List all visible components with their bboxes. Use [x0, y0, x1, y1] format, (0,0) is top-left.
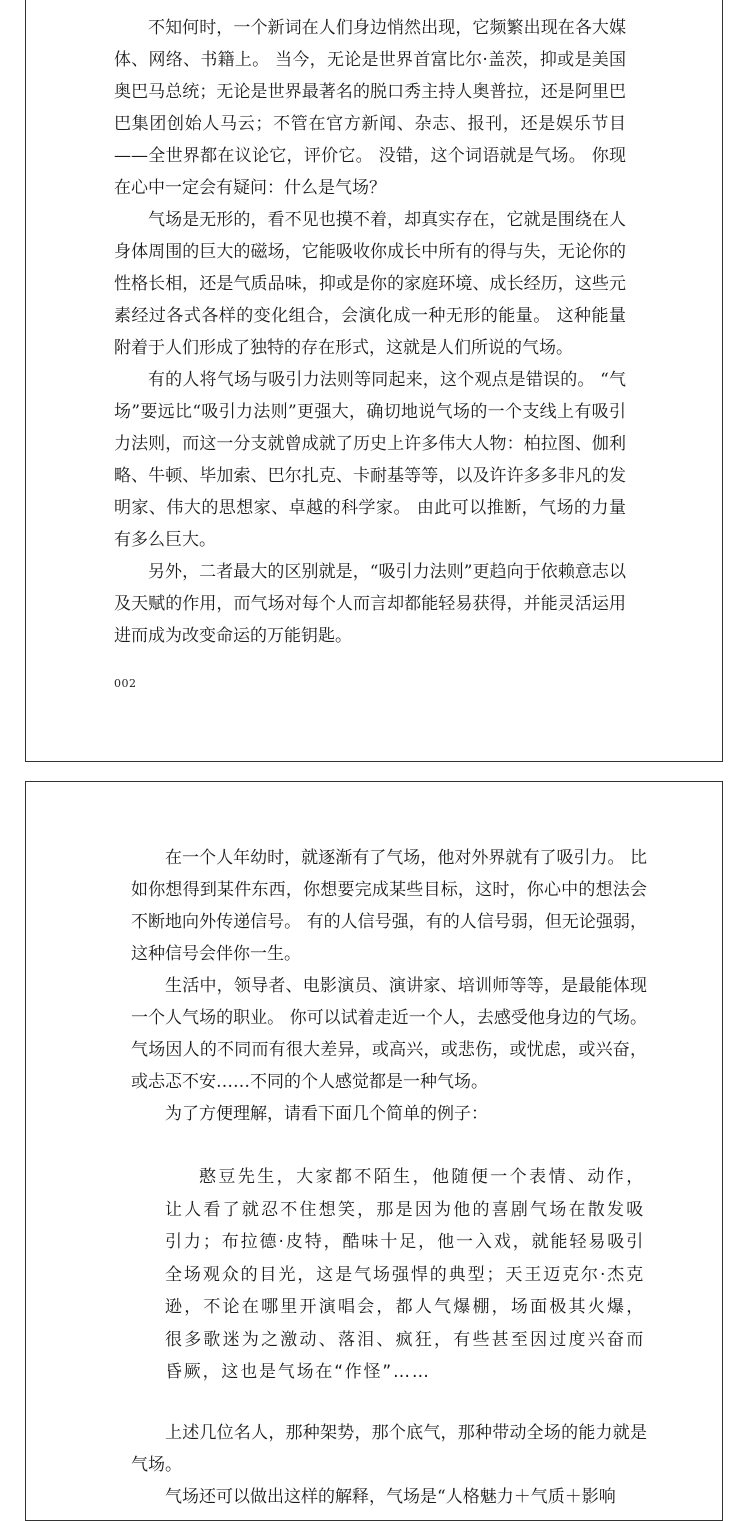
page-body-text — [131, 842, 647, 1513]
book-page-left — [25, 0, 723, 762]
paragraph: 为了方便理解，请看下面几个简单的例子： — [165, 1104, 488, 1124]
paragraph: 在一个人年幼时，就逐渐有了气场，他对外界就有了吸引力。 比如你想得到某件东西，你想要完成某些目标，这时，你心中的想法会不断地向外传递信号。 有的人信号强，有的人信号弱，但无论强弱，这种信号会伴你一生。 — [131, 848, 647, 964]
page-body-text — [114, 12, 626, 652]
paragraph: 气场是无形的，看不见也摸不着，却真实存在，它就是围绕在人身体周围的巨大的磁场，它能吸收你成长中所有的得与失，无论你的性格长相，还是气质品味，抑或是你的家庭环境、成长经历，这些元素经过各式各样的变化组合，会演化成一种无形的能量。 这种能量附着于人们形成了独特的存在形式，这就是人们所说的气场。 — [114, 210, 626, 358]
paragraph: 气场还可以做出这样的解释，气场是“人格魅力＋气质＋影响 — [165, 1486, 616, 1507]
paragraph: 生活中，领导者、电影演员、演讲家、培训师等等，是最能体现一个人气场的职业。 你可以试着走近一个人，去感受他身边的气场。 气场因人的不同而有很大差异，或高兴，或悲伤，或忧虑，或兴奋，或忐忑不安……不同的个人感觉都是一种气场。 — [131, 976, 647, 1092]
paragraph: 另外，二者最大的区别就是，“吸引力法则”更趋向于依赖意志以及天赋的作用，而气场对每个人而言却都能轻易获得，并能灵活运用进而成为改变命运的万能钥匙。 — [114, 562, 626, 646]
example-quote: 憨豆先生，大家都不陌生，他随便一个表情、动作，让人看了就忍不住想笑，那是因为他的喜剧气场在散发吸引力；布拉德·皮特，酷味十足，他一入戏，就能轻易吸引全场观众的目光，这是气场强悍的典型；天王迈克尔·杰克逊，不论在哪里开演唱会，都人气爆棚，场面极其火爆，很多歌迷为之激动、落泪、疯狂，有些甚至因过度兴奋而昏厥，这也是气场在“作怪”…… — [165, 1167, 645, 1382]
paragraph: 上述几位名人，那种架势，那个底气，那种带动全场的能力就是气场。 — [131, 1422, 647, 1475]
page-number: 002 — [114, 677, 137, 690]
paragraph: 有的人将气场与吸引力法则等同起来，这个观点是错误的。 “气场”要远比“吸引力法则”更强大，确切地说气场的一个支线上有吸引力法则，而这一分支就曾成就了历史上许多伟大人物：柏拉图、伽利略、牛顿、毕加索、巴尔扎克、卡耐基等等，以及许许多多非凡的发明家、伟大的思想家、卓越的科学家。 由此可以推断，气场的力量有多么巨大。 — [114, 370, 626, 550]
paragraph: 不知何时，一个新词在人们身边悄然出现，它频繁出现在各大媒体、网络、书籍上。 当今，无论是世界首富比尔·盖茨，抑或是美国奥巴马总统；无论是世界最著名的脱口秀主持人奥普拉，还是阿里巴巴集团创始人马云；不管在官方新闻、杂志、报刊，还是娱乐节目——全世界都在议论它，评价它。 没错，这个词语就是气场。 你现在心中一定会有疑问：什么是气场？ — [114, 18, 626, 198]
book-page-right — [25, 781, 723, 1521]
